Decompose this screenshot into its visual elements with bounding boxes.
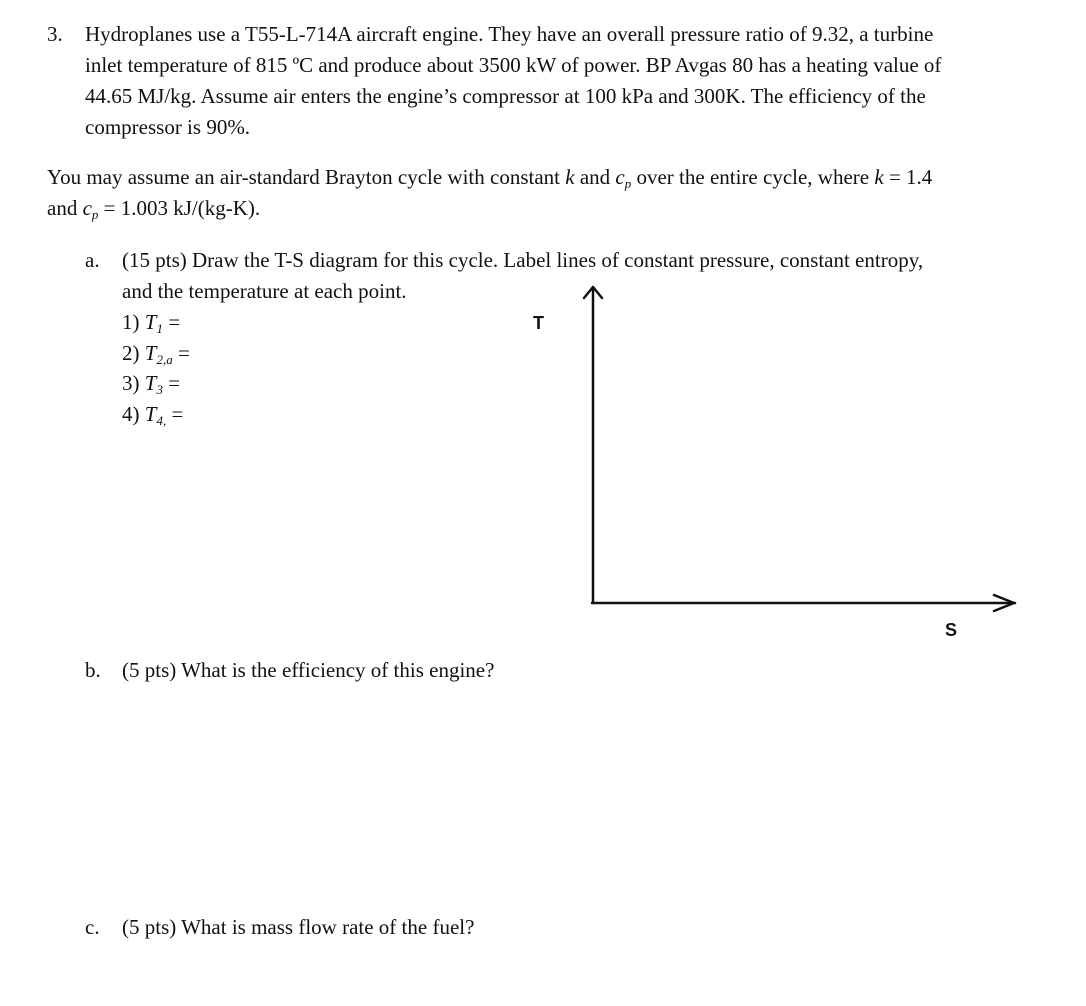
part-a-line-2: and the temperature at each point.	[122, 279, 407, 303]
part-b-letter: b.	[85, 658, 101, 682]
temp-item-3: 3) $T_3$ =	[122, 371, 181, 397]
assumption-line-1: You may assume an air-standard Brayton cycle with constant k and $c_p$ over the entire cycle, where k = 1.4	[47, 165, 933, 191]
problem-line-3: 44.65 MJ/kg. Assume air enters the engine’s compressor at 100 kPa and 300K. The efficiency of the	[85, 84, 926, 108]
temp-item-1: 1) $T_1$ =	[122, 310, 181, 336]
part-c-letter: c.	[85, 915, 100, 939]
s-axis-label: S	[945, 620, 958, 640]
problem-line-1: Hydroplanes use a T55-L-714A aircraft engine. They have an overall pressure ratio of 9.32, a turbine	[85, 22, 934, 46]
assumption-line-2: and $c_p = 1.003$ kJ/(kg-K).	[47, 196, 261, 222]
part-b-text: (5 pts) What is the efficiency of this engine?	[122, 658, 495, 682]
problem-line-2: inlet temperature of 815 ºC and produce about 3500 kW of power. BP Avgas 80 has a heating value of	[85, 53, 942, 77]
temp-item-4: 4) $T_{4,}$ =	[122, 402, 184, 428]
part-a-letter: a.	[85, 248, 100, 272]
problem-line-4: compressor is 90%.	[85, 115, 251, 139]
problem-number: 3.	[47, 22, 63, 46]
part-c-text: (5 pts) What is mass flow rate of the fuel?	[122, 915, 475, 939]
part-a-line-1: (15 pts) Draw the T-S diagram for this cycle. Label lines of constant pressure, constant entropy,	[122, 248, 924, 272]
t-axis-label: T	[533, 313, 544, 333]
temp-item-2: 2) $T_{2,a}$ =	[122, 341, 190, 367]
